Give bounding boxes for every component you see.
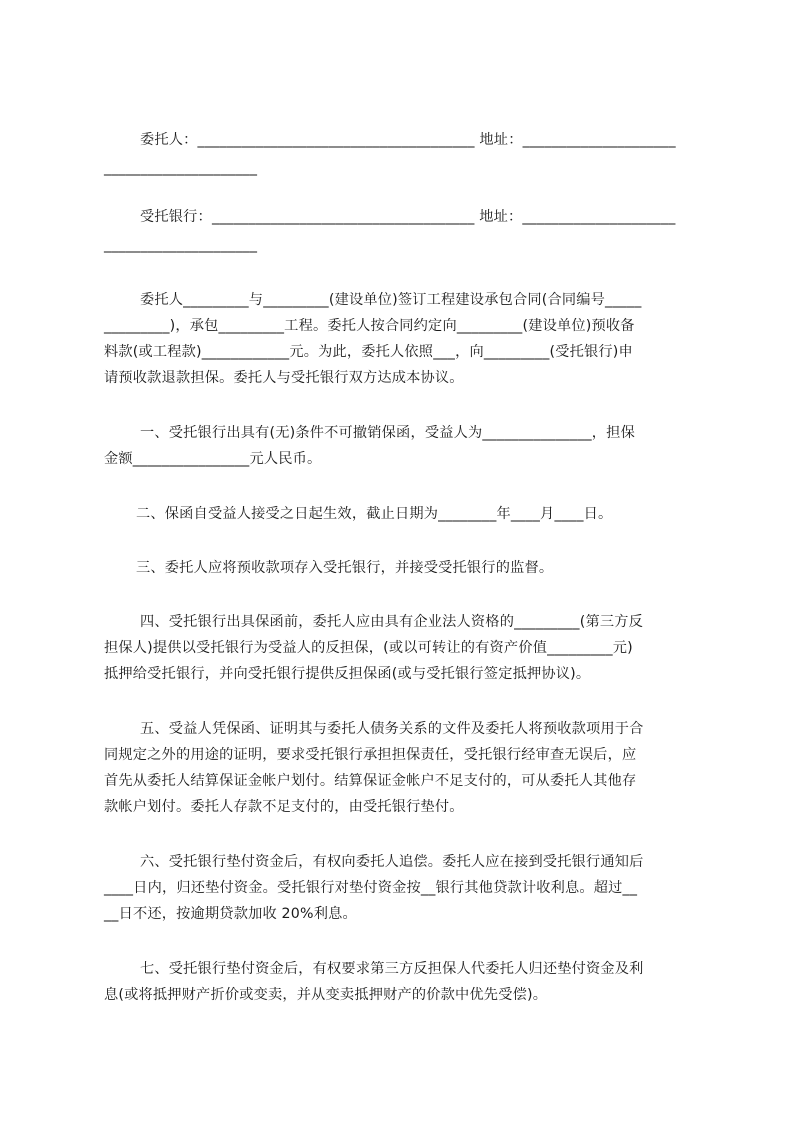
clause-3-line: 三、委托人应将预收款项存入受托银行，并接受受托银行的监督。 — [136, 560, 554, 576]
clause-5-line: 同规定之外的用途的证明，要求受托银行承担担保责任，受托银行经审查无误后，应 — [104, 747, 637, 763]
clause-2-line: 二、保函自受益人接受之日起生效，截止日期为________年____月____日。 — [136, 506, 613, 522]
clause-5-line: 款帐户划付。委托人存款不足支付的，由受托银行垫付。 — [104, 799, 464, 815]
clause-7-line: 息(或将抵押财产折价或变卖，并从变卖抵押财产的价款中优先受偿)。 — [104, 987, 548, 1003]
clause-4-line: 担保人)提供以受托银行为受益人的反担保，(或以可转让的有资产价值_________元) — [104, 640, 633, 656]
clause-4-line: 四、受托银行出具保函前，委托人应由具有企业法人资格的_________(第三方反 — [140, 614, 644, 630]
clause-6-line: __日不还，按逾期贷款加收 20%利息。 — [104, 906, 357, 922]
principal-field: 委托人：______________________________________ 地址：_____________________ — [140, 132, 676, 148]
bank-field: 受托银行：____________________________________ 地址：_____________________ — [140, 209, 676, 225]
principal-address-continued: _____________________ — [104, 160, 258, 176]
preamble-line: 料款(或工程款)____________元。为此，委托人依照___，向_________(受托银行)申 — [104, 344, 633, 360]
clause-4-line: 抵押给受托银行，并向受托银行提供反担保函(或与受托银行签定抵押协议)。 — [104, 666, 591, 682]
preamble-line: _________)，承包_________工程。委托人按合同约定向_________(建设单位)预收备 — [104, 318, 635, 334]
clause-1-line: 一、受托银行出具有(无)条件不可撤销保函，受益人为_______________，担保 — [140, 425, 635, 441]
clause-7-line: 七、受托银行垫付资金后，有权要求第三方反担保人代委托人归还垫付资金及利 — [140, 961, 644, 977]
clause-5-line: 五、受益人凭保函、证明其与委托人债务关系的文件及委托人将预收款项用于合 — [140, 721, 644, 737]
clause-6-line: ____日内，归还垫付资金。受托银行对垫付资金按__银行其他贷款计收利息。超过__ — [104, 880, 638, 896]
bank-address-continued: _____________________ — [104, 237, 258, 253]
clause-5-line: 首先从委托人结算保证金帐户划付。结算保证金帐户不足支付的，可从委托人其他存 — [104, 773, 637, 789]
clause-1-line: 金额________________元人民币。 — [104, 451, 322, 467]
preamble-line: 请预收款退款担保。委托人与受托银行双方达成本协议。 — [104, 370, 464, 386]
preamble-line: 委托人_________与_________(建设单位)签订工程建设承包合同(合同编号_____ — [140, 292, 642, 308]
clause-6-line: 六、受托银行垫付资金后，有权向委托人追偿。委托人应在接到受托银行通知后 — [140, 854, 644, 870]
